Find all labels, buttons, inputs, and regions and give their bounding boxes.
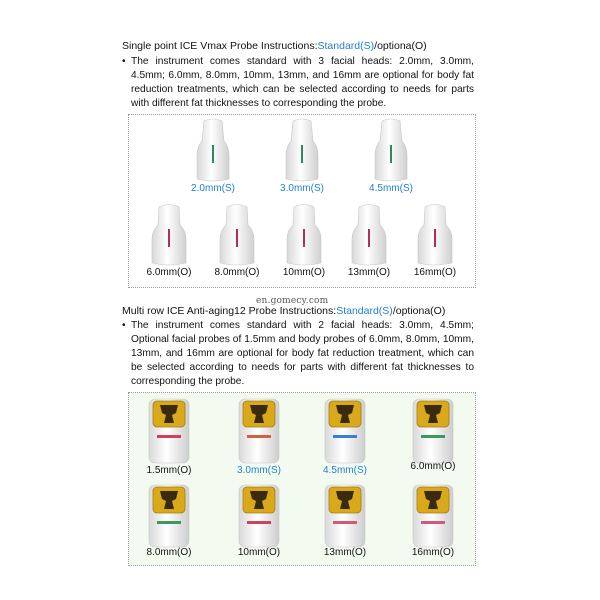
section2-heading	[122, 305, 445, 317]
multi-probe-image	[393, 393, 473, 467]
section1-heading-standard: Standard(S)	[317, 40, 375, 52]
probe-label: 6.0mm(O)	[410, 461, 456, 472]
multi-probe-image	[305, 479, 385, 553]
section2-paragraph: The instrument comes standard with 2 facial heads: 3.0mm, 4.5mm; Optional facial probes of 1.5mm and body probes of 6.0mm, 8.0mm, 10mm, 13mm, and 16mm are optional for body fat reduction treatment, which can be selected according to needs for parts with different fat thicknesses to corresponding the probe.	[131, 320, 474, 387]
probe-label: 6.0mm(O)	[146, 267, 192, 278]
watermark: en.gomecy.com	[256, 296, 329, 306]
section1-heading-separator: /	[374, 40, 378, 52]
probe-label: 3.0mm(S)	[280, 183, 324, 194]
single-probe-image	[173, 115, 253, 185]
probe-label: 16mm(O)	[413, 267, 457, 278]
probe-label: 13mm(O)	[323, 547, 367, 558]
multi-probe-image	[219, 393, 299, 467]
multi-probe-image	[393, 479, 473, 553]
probe-label: 13mm(O)	[347, 267, 391, 278]
probe-label: 2.0mm(S)	[191, 183, 235, 194]
probe-label: 10mm(O)	[282, 267, 326, 278]
probe-label: 4.5mm(S)	[323, 465, 367, 476]
probe-label: 16mm(O)	[411, 547, 455, 558]
section1-bullet: •	[122, 56, 126, 67]
section2-heading-standard: Standard(S)	[336, 305, 393, 317]
section1-probe-panel	[128, 114, 476, 288]
single-probe-image	[262, 115, 342, 185]
single-probe-image	[351, 115, 431, 185]
section1-paragraph: The instrument comes standard with 3 facial heads: 2.0mm, 3.0mm, 4.5mm; 6.0mm, 8.0mm, 10mm, 13mm, and 16mm are optional for body fat reduction treatments, which can be selected according to needs for parts with different fat thicknesses to corresponding the probe.	[131, 56, 474, 109]
section1-heading	[122, 40, 427, 52]
section2-probe-panel	[128, 392, 476, 566]
probe-label: 10mm(O)	[237, 547, 281, 558]
probe-label: 1.5mm(O)	[146, 465, 192, 476]
multi-probe-image	[305, 393, 385, 467]
section2-heading-separator: /	[392, 305, 396, 317]
section2-heading-main: Multi row ICE Anti-aging12 Probe Instructions:	[122, 305, 337, 317]
multi-probe-image	[219, 479, 299, 553]
single-probe-image	[395, 201, 475, 271]
section2-description	[122, 319, 474, 389]
section1-heading-main: Single point ICE Vmax Probe Instructions:	[122, 40, 318, 52]
probe-label: 4.5mm(S)	[369, 183, 413, 194]
section2-bullet: •	[122, 320, 126, 331]
multi-probe-image	[129, 479, 209, 553]
multi-probe-image	[129, 393, 209, 467]
section1-heading-optional: optiona(O)	[377, 40, 427, 52]
section1-description	[122, 55, 474, 111]
probe-label: 3.0mm(S)	[237, 465, 281, 476]
section2-heading-optional: optiona(O)	[395, 305, 446, 317]
probe-label: 8.0mm(O)	[146, 547, 192, 558]
probe-label: 8.0mm(O)	[214, 267, 260, 278]
